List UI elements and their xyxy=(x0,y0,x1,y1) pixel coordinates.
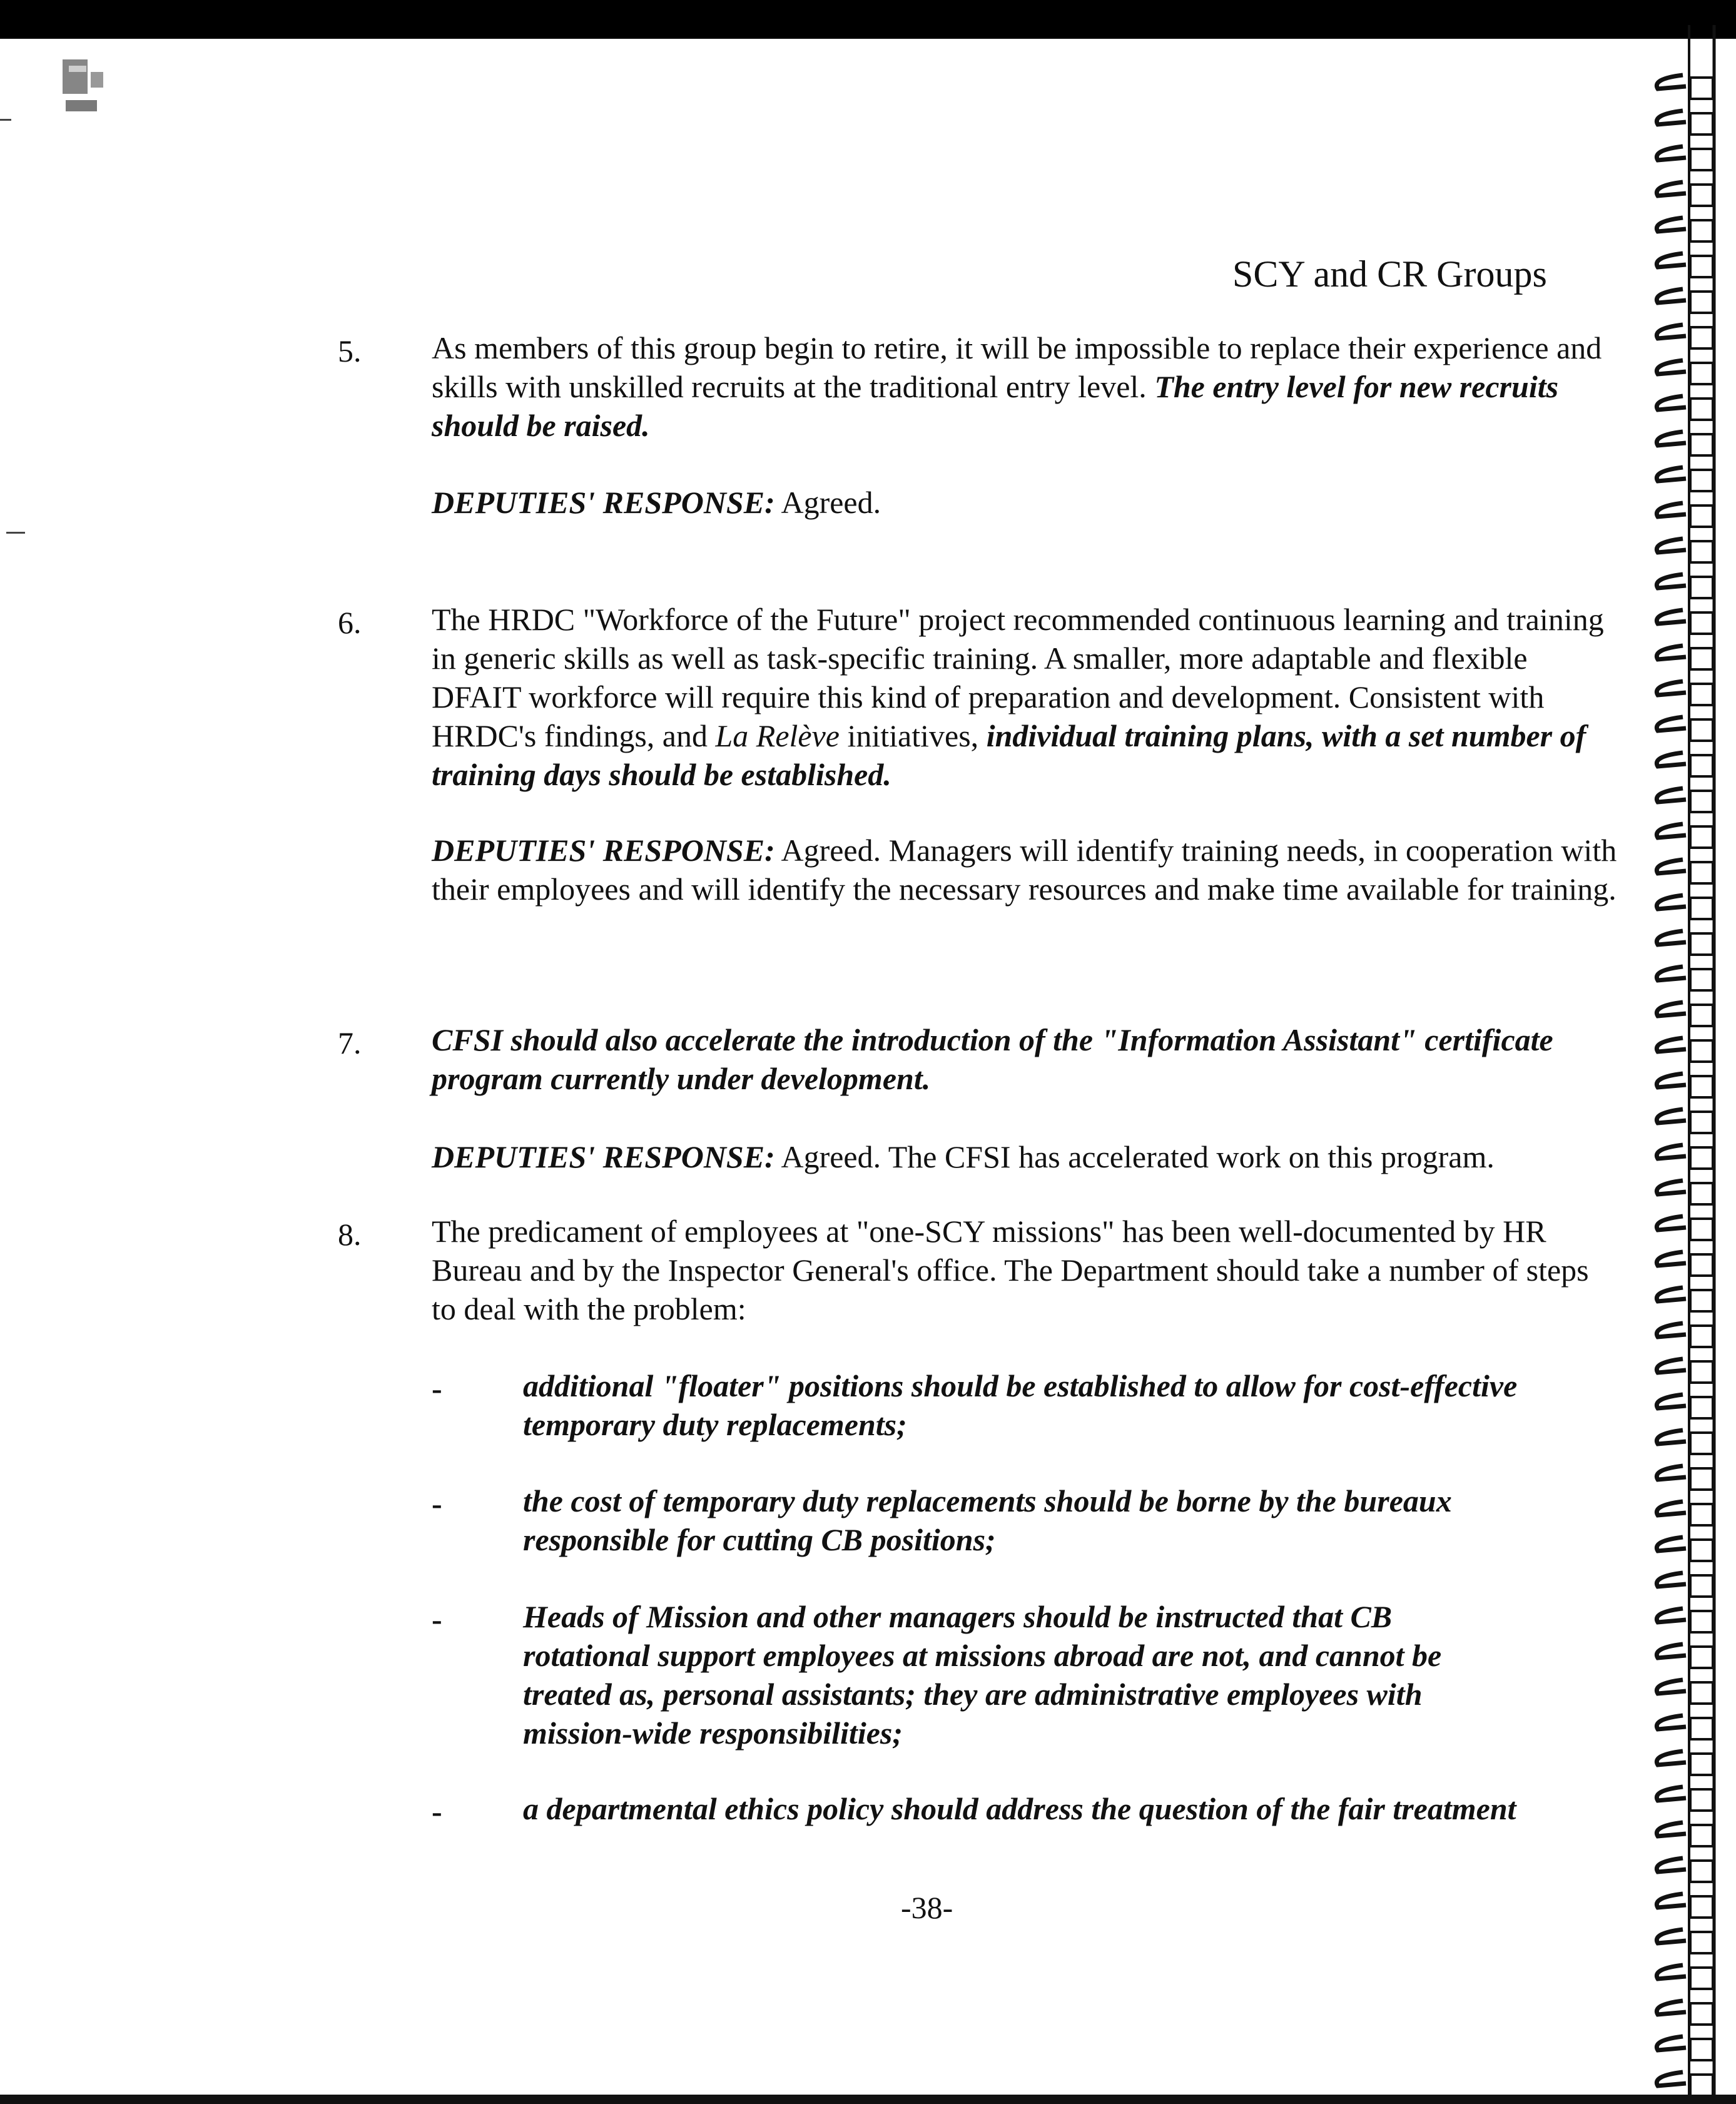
item-number: 7. xyxy=(338,1025,362,1060)
scan-artifact-icon xyxy=(56,53,113,128)
item-paragraph xyxy=(432,600,1620,794)
binding-coil xyxy=(1657,931,1686,945)
binding-hole xyxy=(1690,1183,1713,1204)
binding-hole xyxy=(1690,2075,1713,2096)
binding-hole xyxy=(1690,541,1713,562)
binding-coil xyxy=(1657,1680,1686,1694)
scan-bottom-border xyxy=(0,2095,1736,2104)
binding-hole xyxy=(1690,577,1713,598)
deputies-response xyxy=(432,483,1620,522)
binding-coil xyxy=(1657,432,1686,445)
item-recommendation: CFSI should also accelerate the introduction of the "Information Assistant" certificate program currently under development. xyxy=(432,1022,1553,1096)
item-recommendation: The entry level for new recruits should be raised. xyxy=(432,369,1559,443)
binding-coil xyxy=(1657,1323,1686,1337)
binding-coil xyxy=(1657,895,1686,909)
bullet-marker: - xyxy=(432,1602,442,1637)
binding-hole xyxy=(1690,1326,1713,1347)
binding-hole xyxy=(1690,470,1713,491)
binding-coil xyxy=(1657,1787,1686,1801)
item-paragraph xyxy=(432,328,1620,445)
binding-hole xyxy=(1690,969,1713,990)
binding-hole xyxy=(1690,1290,1713,1311)
binding-hole xyxy=(1690,506,1713,527)
binding-hole xyxy=(1690,363,1713,384)
binding-hole xyxy=(1690,2003,1713,2025)
binding-hole xyxy=(1690,862,1713,883)
binding-coil xyxy=(1657,1644,1686,1658)
bullet-marker: - xyxy=(432,1371,442,1406)
binding-hole xyxy=(1690,1575,1713,1597)
binding-coil xyxy=(1657,824,1686,838)
binding-coil xyxy=(1657,1074,1686,1087)
spiral-binding xyxy=(1645,25,1736,2096)
binding-hole xyxy=(1690,185,1713,206)
margin-mark xyxy=(0,119,11,121)
deputies-response xyxy=(432,831,1620,908)
binding-hole xyxy=(1690,1611,1713,1632)
page-number: -38- xyxy=(901,1890,953,1925)
binding-coil xyxy=(1657,1751,1686,1765)
list-item: Heads of Mission and other managers should be instructed that CB rotational support employees at missions abroad are not, and cannot be treated as, personal assistants; they are administrative employees with mission-wide responsibilities; xyxy=(523,1599,1442,1751)
binding-coil xyxy=(1657,1038,1686,1052)
binding-coil xyxy=(1657,967,1686,980)
binding-coil xyxy=(1657,1430,1686,1444)
binding-hole xyxy=(1690,1718,1713,1739)
binding-coil xyxy=(1657,574,1686,588)
binding-hole xyxy=(1690,755,1713,776)
scan-top-border xyxy=(0,0,1736,39)
item-number: 8. xyxy=(338,1217,362,1252)
binding-hole xyxy=(1690,1789,1713,1811)
response-text: Agreed. xyxy=(774,485,881,520)
binding-hole xyxy=(1690,1682,1713,1704)
deputies-response xyxy=(432,1137,1620,1176)
list-item: additional "floater" positions should be established to allow for cost-effective temporary duty replacements; xyxy=(523,1368,1518,1442)
bullet-marker: - xyxy=(432,1794,442,1829)
item-paragraph xyxy=(432,1212,1620,1328)
binding-hole xyxy=(1690,1219,1713,1240)
binding-coil xyxy=(1657,2072,1686,2086)
binding-coil xyxy=(1657,1252,1686,1266)
binding-coil xyxy=(1657,1965,1686,1979)
binding-coil xyxy=(1657,218,1686,231)
item-text: initiatives, xyxy=(839,718,987,753)
list-item: the cost of temporary duty replacements should be borne by the bureaux responsible for cutting CB positions; xyxy=(523,1483,1452,1557)
binding-coil xyxy=(1657,1858,1686,1872)
response-label: DEPUTIES' RESPONSE: xyxy=(432,833,775,868)
binding-hole xyxy=(1690,1112,1713,1133)
item-number: 6. xyxy=(338,605,362,640)
binding-hole xyxy=(1690,399,1713,420)
binding-hole xyxy=(1690,1896,1713,1918)
binding-hole xyxy=(1690,1861,1713,1882)
binding-coil xyxy=(1657,1216,1686,1230)
binding-hole xyxy=(1690,684,1713,705)
binding-coil xyxy=(1657,1002,1686,1016)
binding-coil xyxy=(1657,1288,1686,1301)
binding-hole xyxy=(1690,1932,1713,1953)
binding-hole xyxy=(1690,327,1713,348)
binding-coil xyxy=(1657,253,1686,267)
binding-hole xyxy=(1690,1040,1713,1062)
item-italic: La Relève xyxy=(715,718,840,753)
binding-hole xyxy=(1690,648,1713,669)
binding-coil xyxy=(1657,289,1686,303)
binding-hole xyxy=(1690,1825,1713,1846)
binding-hole xyxy=(1690,113,1713,135)
binding-hole xyxy=(1690,612,1713,634)
binding-coil xyxy=(1657,1395,1686,1408)
binding-coil xyxy=(1657,1573,1686,1587)
binding-coil xyxy=(1657,681,1686,695)
binding-hole xyxy=(1690,719,1713,741)
binding-coil xyxy=(1657,1502,1686,1515)
binding-hole xyxy=(1690,1433,1713,1454)
section-header: SCY and CR Groups xyxy=(1232,253,1547,295)
binding-hole xyxy=(1690,1968,1713,1989)
binding-coil xyxy=(1657,753,1686,766)
binding-coil xyxy=(1657,788,1686,802)
item-number: 5. xyxy=(338,333,362,368)
binding-coil xyxy=(1657,860,1686,873)
binding-coil xyxy=(1657,539,1686,552)
response-text: Agreed. The CFSI has accelerated work on this program. xyxy=(774,1139,1495,1174)
binding-coil xyxy=(1657,75,1686,89)
binding-coil xyxy=(1657,2001,1686,2015)
binding-coil xyxy=(1657,2036,1686,2050)
binding-hole xyxy=(1690,2039,1713,2060)
binding-hole xyxy=(1690,78,1713,99)
binding-hole xyxy=(1690,1147,1713,1169)
binding-hole xyxy=(1690,933,1713,955)
binding-hole xyxy=(1690,1005,1713,1026)
binding-coil xyxy=(1657,1359,1686,1373)
binding-hole xyxy=(1690,791,1713,812)
binding-hole xyxy=(1690,1076,1713,1097)
binding-coil xyxy=(1657,146,1686,160)
binding-hole xyxy=(1690,1397,1713,1418)
response-text: Agreed. Managers will identify training needs, in cooperation with their employees and will identify the necessary resources and make time available for training. xyxy=(432,833,1617,907)
binding-hole xyxy=(1690,1647,1713,1668)
binding-hole xyxy=(1690,1504,1713,1525)
binding-hole xyxy=(1690,220,1713,241)
bullet-marker: - xyxy=(432,1486,442,1521)
binding-coil xyxy=(1657,1109,1686,1123)
binding-hole xyxy=(1690,1540,1713,1561)
binding-hole xyxy=(1690,149,1713,170)
binding-hole xyxy=(1690,826,1713,848)
binding-coil xyxy=(1657,1929,1686,1943)
list-item: a departmental ethics policy should address the question of the fair treatment xyxy=(523,1791,1516,1826)
binding-coil xyxy=(1657,1822,1686,1836)
response-label: DEPUTIES' RESPONSE: xyxy=(432,485,775,520)
binding-coil xyxy=(1657,360,1686,374)
binding-hole xyxy=(1690,1361,1713,1383)
binding-coil xyxy=(1657,396,1686,410)
binding-coil xyxy=(1657,111,1686,125)
binding-coil xyxy=(1657,1145,1686,1159)
binding-coil xyxy=(1657,1608,1686,1622)
binding-coil xyxy=(1657,1894,1686,1908)
binding-coil xyxy=(1657,503,1686,517)
response-label: DEPUTIES' RESPONSE: xyxy=(432,1139,775,1174)
item-paragraph xyxy=(432,1020,1620,1098)
item-text: As members of this group begin to retire, it will be impossible to replace their experience and skills with unskilled recruits at the traditional entry level. xyxy=(432,330,1602,404)
binding-coil xyxy=(1657,717,1686,731)
binding-coil xyxy=(1657,325,1686,338)
binding-hole xyxy=(1690,256,1713,277)
margin-mark xyxy=(6,532,25,534)
binding-hole xyxy=(1690,292,1713,313)
binding-hole xyxy=(1690,1468,1713,1490)
item-recommendation: individual training plans, with a set number of training days should be established. xyxy=(432,718,1586,792)
binding-coil xyxy=(1657,1537,1686,1551)
binding-coil xyxy=(1657,182,1686,196)
binding-coil xyxy=(1657,1466,1686,1480)
binding-coil xyxy=(1657,610,1686,624)
binding-coil xyxy=(1657,1181,1686,1194)
binding-hole xyxy=(1690,1754,1713,1775)
binding-hole xyxy=(1690,434,1713,455)
item-text: The predicament of employees at "one-SCY missions" has been well-documented by HR Bureau and by the Inspector General's office. The Department should take a number of steps to deal with the problem: xyxy=(432,1214,1589,1326)
item-text: The HRDC "Workforce of the Future" project recommended continuous learning and training in generic skills as well as task-specific training. A smaller, more adaptable and flexible DFAIT workforce will require this kind of preparation and development. Consistent with HRDC's findings, and xyxy=(432,602,1604,753)
binding-hole xyxy=(1690,898,1713,919)
binding-coil xyxy=(1657,467,1686,481)
binding-hole xyxy=(1690,1254,1713,1276)
binding-coil xyxy=(1657,1715,1686,1729)
binding-coil xyxy=(1657,646,1686,659)
